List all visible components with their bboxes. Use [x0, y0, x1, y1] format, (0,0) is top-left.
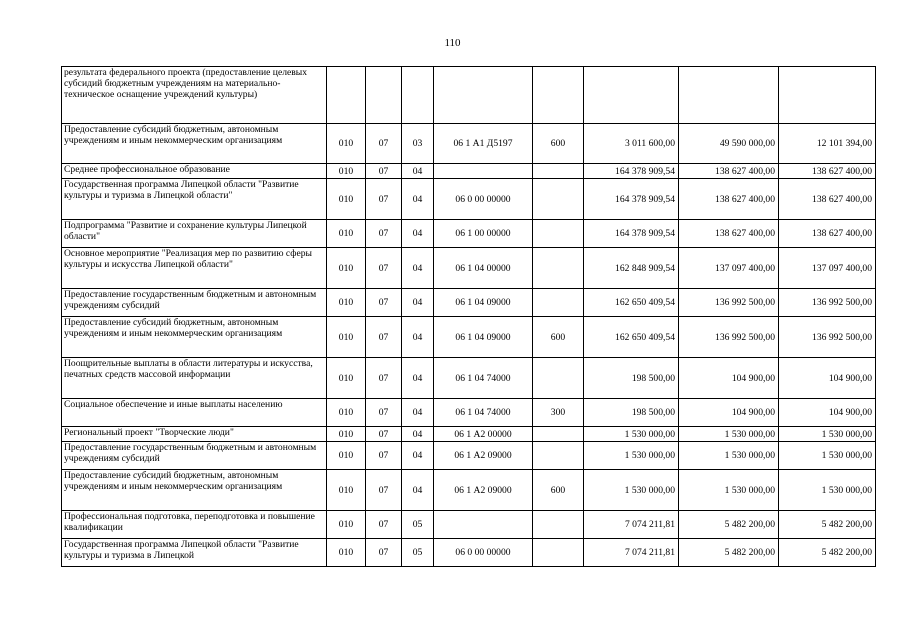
- row-name-cell: Социальное обеспечение и иные выплаты населению: [62, 399, 327, 427]
- amount-year3-cell: 1 530 000,00: [779, 442, 876, 470]
- target-article-cell: [434, 164, 533, 179]
- table-row: [62, 248, 876, 289]
- amount-year3-cell: 138 627 400,00: [779, 164, 876, 179]
- amount-year3-cell: 1 530 000,00: [779, 470, 876, 511]
- subsection-code-cell: 04: [402, 358, 434, 399]
- expense-type-cell: 600: [533, 124, 584, 164]
- expense-type-cell: 600: [533, 470, 584, 511]
- grbs-code-cell: [327, 67, 366, 124]
- amount-year3-cell: 138 627 400,00: [779, 220, 876, 248]
- amount-year3-cell: 5 482 200,00: [779, 539, 876, 567]
- grbs-code-cell: 010: [327, 399, 366, 427]
- amount-year2-cell: 5 482 200,00: [679, 539, 779, 567]
- section-code-cell: 07: [366, 289, 402, 317]
- grbs-code-cell: 010: [327, 511, 366, 539]
- expense-type-cell: [533, 67, 584, 124]
- amount-year1-cell: 198 500,00: [584, 358, 679, 399]
- target-article-cell: 06 1 А1 Д5197: [434, 124, 533, 164]
- amount-year3-cell: 104 900,00: [779, 399, 876, 427]
- amount-year2-cell: 104 900,00: [679, 399, 779, 427]
- budget-table: [61, 66, 876, 567]
- amount-year1-cell: 162 848 909,54: [584, 248, 679, 289]
- subsection-code-cell: 04: [402, 399, 434, 427]
- section-code-cell: 07: [366, 124, 402, 164]
- grbs-code-cell: 010: [327, 442, 366, 470]
- section-code-cell: 07: [366, 317, 402, 358]
- amount-year1-cell: 1 530 000,00: [584, 427, 679, 442]
- amount-year1-cell: 162 650 409,54: [584, 317, 679, 358]
- amount-year1-cell: 162 650 409,54: [584, 289, 679, 317]
- expense-type-cell: [533, 179, 584, 220]
- amount-year3-cell: [779, 67, 876, 124]
- page-number: 110: [444, 37, 461, 49]
- subsection-code-cell: 05: [402, 539, 434, 567]
- row-name-cell: Предоставление государственным бюджетным и автономным учреждениям субсидий: [62, 289, 327, 317]
- row-name-cell: Предоставление государственным бюджетным и автономным учреждениям субсидий: [62, 442, 327, 470]
- table-row: [62, 511, 876, 539]
- section-code-cell: 07: [366, 442, 402, 470]
- amount-year3-cell: 1 530 000,00: [779, 427, 876, 442]
- row-name-cell: Предоставление субсидий бюджетным, автономным учреждениям и иным некоммерческим организациям: [62, 470, 327, 511]
- amount-year3-cell: 138 627 400,00: [779, 179, 876, 220]
- expense-type-cell: [533, 427, 584, 442]
- table-row: [62, 470, 876, 511]
- target-article-cell: 06 1 04 74000: [434, 358, 533, 399]
- section-code-cell: 07: [366, 358, 402, 399]
- section-code-cell: 07: [366, 427, 402, 442]
- amount-year3-cell: 104 900,00: [779, 358, 876, 399]
- grbs-code-cell: 010: [327, 220, 366, 248]
- table-row: [62, 427, 876, 442]
- amount-year3-cell: 137 097 400,00: [779, 248, 876, 289]
- expense-type-cell: [533, 248, 584, 289]
- amount-year1-cell: 164 378 909,54: [584, 220, 679, 248]
- amount-year2-cell: 104 900,00: [679, 358, 779, 399]
- target-article-cell: 06 1 04 09000: [434, 289, 533, 317]
- row-name-cell: Государственная программа Липецкой области "Развитие культуры и туризма в Липецкой области": [62, 179, 327, 220]
- budget-table-body: [62, 67, 876, 567]
- subsection-code-cell: 04: [402, 289, 434, 317]
- table-row: [62, 164, 876, 179]
- amount-year1-cell: 198 500,00: [584, 399, 679, 427]
- subsection-code-cell: [402, 67, 434, 124]
- grbs-code-cell: 010: [327, 358, 366, 399]
- amount-year3-cell: 12 101 394,00: [779, 124, 876, 164]
- amount-year2-cell: 136 992 500,00: [679, 289, 779, 317]
- section-code-cell: 07: [366, 399, 402, 427]
- grbs-code-cell: 010: [327, 289, 366, 317]
- target-article-cell: 06 1 04 00000: [434, 248, 533, 289]
- section-code-cell: 07: [366, 248, 402, 289]
- subsection-code-cell: 04: [402, 179, 434, 220]
- row-name-cell: Предоставление субсидий бюджетным, автономным учреждениям и иным некоммерческим организациям: [62, 317, 327, 358]
- table-row: [62, 539, 876, 567]
- amount-year1-cell: 1 530 000,00: [584, 470, 679, 511]
- amount-year3-cell: 5 482 200,00: [779, 511, 876, 539]
- table-row: [62, 399, 876, 427]
- section-code-cell: 07: [366, 539, 402, 567]
- row-name-cell: Профессиональная подготовка, переподготовка и повышение квалификации: [62, 511, 327, 539]
- expense-type-cell: 600: [533, 317, 584, 358]
- amount-year2-cell: 137 097 400,00: [679, 248, 779, 289]
- expense-type-cell: 300: [533, 399, 584, 427]
- subsection-code-cell: 04: [402, 317, 434, 358]
- subsection-code-cell: 03: [402, 124, 434, 164]
- expense-type-cell: [533, 511, 584, 539]
- target-article-cell: 06 1 А2 09000: [434, 442, 533, 470]
- subsection-code-cell: 04: [402, 442, 434, 470]
- grbs-code-cell: 010: [327, 427, 366, 442]
- amount-year2-cell: 136 992 500,00: [679, 317, 779, 358]
- target-article-cell: 06 1 00 00000: [434, 220, 533, 248]
- section-code-cell: 07: [366, 511, 402, 539]
- grbs-code-cell: 010: [327, 179, 366, 220]
- amount-year3-cell: 136 992 500,00: [779, 317, 876, 358]
- expense-type-cell: [533, 220, 584, 248]
- grbs-code-cell: 010: [327, 470, 366, 511]
- amount-year2-cell: 1 530 000,00: [679, 427, 779, 442]
- expense-type-cell: [533, 358, 584, 399]
- section-code-cell: 07: [366, 179, 402, 220]
- subsection-code-cell: 04: [402, 470, 434, 511]
- table-row: [62, 124, 876, 164]
- amount-year1-cell: 164 378 909,54: [584, 179, 679, 220]
- row-name-cell: Основное мероприятие "Реализация мер по развитию сферы культуры и искусства Липецкой области": [62, 248, 327, 289]
- target-article-cell: 06 1 04 74000: [434, 399, 533, 427]
- amount-year2-cell: 1 530 000,00: [679, 442, 779, 470]
- row-name-cell: Подпрограмма "Развитие и сохранение культуры Липецкой области": [62, 220, 327, 248]
- subsection-code-cell: 04: [402, 248, 434, 289]
- amount-year2-cell: 49 590 000,00: [679, 124, 779, 164]
- amount-year1-cell: 164 378 909,54: [584, 164, 679, 179]
- grbs-code-cell: 010: [327, 124, 366, 164]
- section-code-cell: 07: [366, 470, 402, 511]
- table-row: [62, 220, 876, 248]
- amount-year2-cell: 138 627 400,00: [679, 220, 779, 248]
- amount-year2-cell: 138 627 400,00: [679, 164, 779, 179]
- section-code-cell: 07: [366, 164, 402, 179]
- amount-year3-cell: 136 992 500,00: [779, 289, 876, 317]
- row-name-cell: Предоставление субсидий бюджетным, автономным учреждениям и иным некоммерческим организациям: [62, 124, 327, 164]
- subsection-code-cell: 04: [402, 220, 434, 248]
- row-name-cell: Среднее профессиональное образование: [62, 164, 327, 179]
- expense-type-cell: [533, 164, 584, 179]
- amount-year2-cell: 5 482 200,00: [679, 511, 779, 539]
- row-name-cell: Поощрительные выплаты в области литературы и искусства, печатных средств массовой информации: [62, 358, 327, 399]
- table-row: [62, 179, 876, 220]
- row-name-cell: Государственная программа Липецкой области "Развитие культуры и туризма в Липецкой: [62, 539, 327, 567]
- table-row: [62, 358, 876, 399]
- row-name-cell: Региональный проект "Творческие люди": [62, 427, 327, 442]
- target-article-cell: [434, 511, 533, 539]
- table-row: [62, 442, 876, 470]
- expense-type-cell: [533, 539, 584, 567]
- target-article-cell: 06 1 04 09000: [434, 317, 533, 358]
- amount-year2-cell: [679, 67, 779, 124]
- amount-year1-cell: 3 011 600,00: [584, 124, 679, 164]
- grbs-code-cell: 010: [327, 164, 366, 179]
- grbs-code-cell: 010: [327, 317, 366, 358]
- amount-year1-cell: 1 530 000,00: [584, 442, 679, 470]
- section-code-cell: [366, 67, 402, 124]
- target-article-cell: 06 1 А2 00000: [434, 427, 533, 442]
- amount-year1-cell: 7 074 211,81: [584, 539, 679, 567]
- grbs-code-cell: 010: [327, 248, 366, 289]
- grbs-code-cell: 010: [327, 539, 366, 567]
- subsection-code-cell: 04: [402, 427, 434, 442]
- target-article-cell: 06 0 00 00000: [434, 539, 533, 567]
- amount-year1-cell: 7 074 211,81: [584, 511, 679, 539]
- target-article-cell: 06 0 00 00000: [434, 179, 533, 220]
- amount-year2-cell: 138 627 400,00: [679, 179, 779, 220]
- table-row: [62, 67, 876, 124]
- target-article-cell: [434, 67, 533, 124]
- section-code-cell: 07: [366, 220, 402, 248]
- expense-type-cell: [533, 289, 584, 317]
- amount-year2-cell: 1 530 000,00: [679, 470, 779, 511]
- subsection-code-cell: 04: [402, 164, 434, 179]
- expense-type-cell: [533, 442, 584, 470]
- amount-year1-cell: [584, 67, 679, 124]
- table-row: [62, 317, 876, 358]
- target-article-cell: 06 1 А2 09000: [434, 470, 533, 511]
- row-name-cell: результата федерального проекта (предоставление целевых субсидий бюджетным учреждениям на материально-техническое оснащение учреждений культуры): [62, 67, 327, 124]
- subsection-code-cell: 05: [402, 511, 434, 539]
- table-row: [62, 289, 876, 317]
